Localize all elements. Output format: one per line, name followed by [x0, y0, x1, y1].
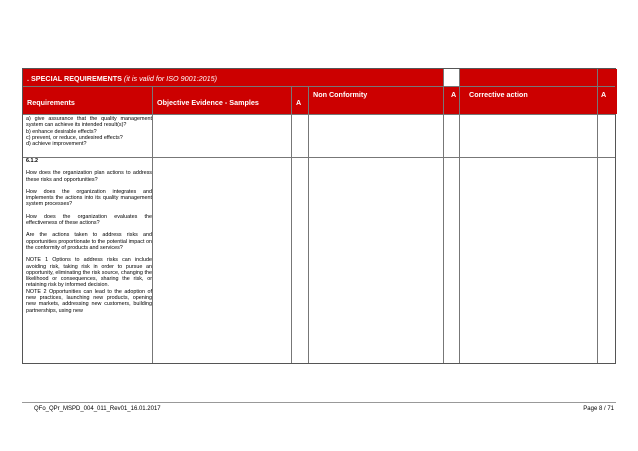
- footer-page-number: Page 8 / 71: [583, 406, 614, 412]
- col-header-a1: A: [296, 98, 302, 107]
- requirement-line: b) enhance desirable effects?: [26, 128, 97, 135]
- section-title: [27, 74, 217, 83]
- col-header-a2: A: [451, 90, 457, 99]
- footer-divider: [22, 402, 616, 403]
- requirement-paragraph: Are the actions taken to address risks and opportunities proportionate to the potential impact on the conformity of products and services?: [26, 232, 152, 251]
- col-divider: [152, 86, 153, 363]
- requirement-paragraph: How does the organization plan actions to address these risks and opportunities?: [26, 170, 152, 183]
- clause-number: 6.1.2: [26, 158, 38, 164]
- section-title-note: (it is valid for ISO 9001:2015): [123, 74, 218, 83]
- requirement-paragraph: How does the organization evaluates the effectiveness of these actions?: [26, 213, 152, 227]
- col-header-requirements: Requirements: [27, 98, 75, 107]
- row-divider: [23, 114, 615, 115]
- requirement-line: d) achieve improvement?: [26, 141, 87, 148]
- col-header-corrective-action: Corrective action: [469, 90, 528, 99]
- requirement-line: c) prevent, or reduce, undesired effects?: [26, 134, 123, 141]
- requirement-row-2: [26, 158, 152, 314]
- requirement-row-1: [26, 116, 152, 147]
- requirements-table: [22, 68, 616, 364]
- requirement-note: NOTE 2 Opportunities can lead to the adoption of new practices, launching new products, opening new markets, addressing new customers, building partnerships, using new: [26, 288, 152, 314]
- col-header-a3: A: [601, 90, 607, 99]
- requirement-paragraph: How does the organization integrates and implements the actions into its quality management system processes?: [26, 188, 152, 208]
- footer-doc-code: QFo_QPr_MSPD_004_011_Rev01_16.01.2017: [34, 406, 161, 412]
- requirement-line: a) give assurance that the quality management system can achieve its intended result(s)?: [26, 116, 152, 129]
- section-title-text: . SPECIAL REQUIREMENTS: [27, 74, 122, 83]
- col-header-objective-evidence: Objective Evidence - Samples: [157, 98, 259, 107]
- col-divider: [308, 86, 309, 363]
- col-header-non-conformity: Non Conformity: [313, 90, 368, 99]
- row-divider: [23, 86, 615, 87]
- col-divider: [291, 86, 292, 363]
- header-band-right: [459, 69, 617, 86]
- requirement-note: NOTE 1 Options to address risks can include avoiding risk, taking risk in order to pursue an opportunity, eliminating the risk source, changing the likelihood or consequences, sharing the risk, or retaining risk by informed decision.: [26, 257, 152, 289]
